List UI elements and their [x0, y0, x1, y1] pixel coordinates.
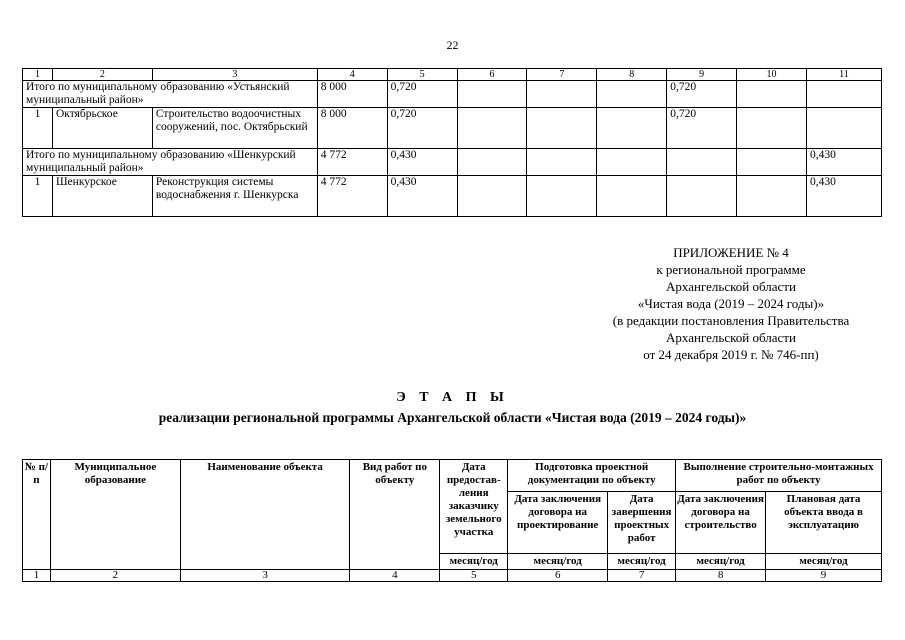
header-build-contract: Дата заключения договора на строительство [676, 492, 766, 554]
index-cell: 1 [23, 570, 51, 582]
header-unit: месяц/год [508, 554, 608, 570]
table-cell [457, 176, 527, 217]
object-cell: Реконструкция системы водоснабжения г. Шенкурска [152, 176, 317, 217]
index-cell: 3 [180, 570, 350, 582]
header-design-end: Дата завершения проектных работ [608, 492, 676, 554]
header-unit: месяц/год [766, 554, 882, 570]
header-design-contract: Дата заключения договора на проектирование [508, 492, 608, 554]
table-cell [737, 149, 807, 176]
table-cell: 0,720 [667, 108, 737, 149]
table-cell [457, 108, 527, 149]
header-cell: 10 [737, 69, 807, 81]
table-cell [737, 108, 807, 149]
index-cell: 7 [608, 570, 676, 582]
table-cell [527, 108, 597, 149]
table-cell [667, 176, 737, 217]
table-cell: 0,720 [387, 81, 457, 108]
table-cell: 4 772 [317, 149, 387, 176]
header-land-date: Дата предостав-ления заказчику земельного участка [440, 460, 508, 554]
table-row [23, 149, 882, 176]
header-municipality: Муниципальное образование [50, 460, 180, 570]
table-row [23, 108, 882, 149]
table-cell [527, 176, 597, 217]
municipality-cell: Октябрьское [52, 108, 152, 149]
stages-table [22, 459, 882, 582]
header-num: № п/п [23, 460, 51, 570]
table-header-row [23, 69, 882, 81]
header-cell: 9 [667, 69, 737, 81]
table-cell [597, 81, 667, 108]
table-cell [457, 149, 527, 176]
row-number: 1 [23, 176, 53, 217]
table-cell [737, 81, 807, 108]
appendix-heading [581, 244, 881, 363]
index-cell: 8 [676, 570, 766, 582]
appendix-line: (в редакции постановления Правительства [612, 313, 850, 328]
total-label: Итого по муниципальному образованию «Шенкурский муниципальный район» [23, 149, 318, 176]
table-cell: 0,430 [387, 176, 457, 217]
page-number: 22 [446, 38, 459, 52]
table-row [23, 81, 882, 108]
header-cell: 6 [457, 69, 527, 81]
table-cell: 0,720 [667, 81, 737, 108]
header-cell: 3 [152, 69, 317, 81]
header-cell: 11 [807, 69, 882, 81]
table-cell [667, 149, 737, 176]
header-cell: 5 [387, 69, 457, 81]
header-unit: месяц/год [608, 554, 676, 570]
header-unit: месяц/год [440, 554, 508, 570]
objects-table [22, 68, 882, 217]
table-cell [597, 149, 667, 176]
header-work-type: Вид работ по объекту [350, 460, 440, 570]
appendix-line: «Чистая вода (2019 – 2024 годы)» [637, 296, 825, 311]
header-cell: 2 [52, 69, 152, 81]
total-label: Итого по муниципальному образованию «Устьянский муниципальный район» [23, 81, 318, 108]
table-cell [807, 108, 882, 149]
header-build-end: Плановая дата объекта ввода в эксплуатацию [766, 492, 882, 554]
index-cell: 2 [50, 570, 180, 582]
table-cell: 0,720 [387, 108, 457, 149]
index-cell: 4 [350, 570, 440, 582]
row-number: 1 [23, 108, 53, 149]
table-cell [807, 81, 882, 108]
index-cell: 6 [508, 570, 608, 582]
appendix-line: к региональной программе [656, 262, 806, 277]
header-cell: 1 [23, 69, 53, 81]
index-row [23, 570, 882, 582]
table-cell: 8 000 [317, 81, 387, 108]
table-cell [737, 176, 807, 217]
table-cell [457, 81, 527, 108]
header-cell: 4 [317, 69, 387, 81]
table-cell: 8 000 [317, 108, 387, 149]
table-cell: 0,430 [807, 149, 882, 176]
appendix-line: Архангельской области [666, 279, 796, 294]
header-design-group: Подготовка проектной документации по объекту [508, 460, 676, 492]
header-build-group: Выполнение строительно-монтажных работ по объекту [676, 460, 882, 492]
stages-subtitle: реализации региональной программы Архангельской области «Чистая вода (2019 – 2024 годы)» [158, 410, 747, 425]
table-cell [597, 176, 667, 217]
stages-title: Э Т А П Ы [396, 390, 509, 405]
index-cell: 9 [766, 570, 882, 582]
appendix-line: ПРИЛОЖЕНИЕ № 4 [673, 245, 789, 260]
header-object: Наименование объекта [180, 460, 350, 570]
table-cell: 0,430 [387, 149, 457, 176]
appendix-line: от 24 декабря 2019 г. № 746-пп) [643, 347, 819, 362]
table-cell [527, 81, 597, 108]
table-row [23, 176, 882, 217]
table-cell: 0,430 [807, 176, 882, 217]
table-cell [597, 108, 667, 149]
table-cell [527, 149, 597, 176]
object-cell: Строительство водоочистных сооружений, пос. Октябрьский [152, 108, 317, 149]
header-unit: месяц/год [676, 554, 766, 570]
index-cell: 5 [440, 570, 508, 582]
header-cell: 7 [527, 69, 597, 81]
appendix-line: Архангельской области [666, 330, 796, 345]
header-cell: 8 [597, 69, 667, 81]
municipality-cell: Шенкурское [52, 176, 152, 217]
table-cell: 4 772 [317, 176, 387, 217]
